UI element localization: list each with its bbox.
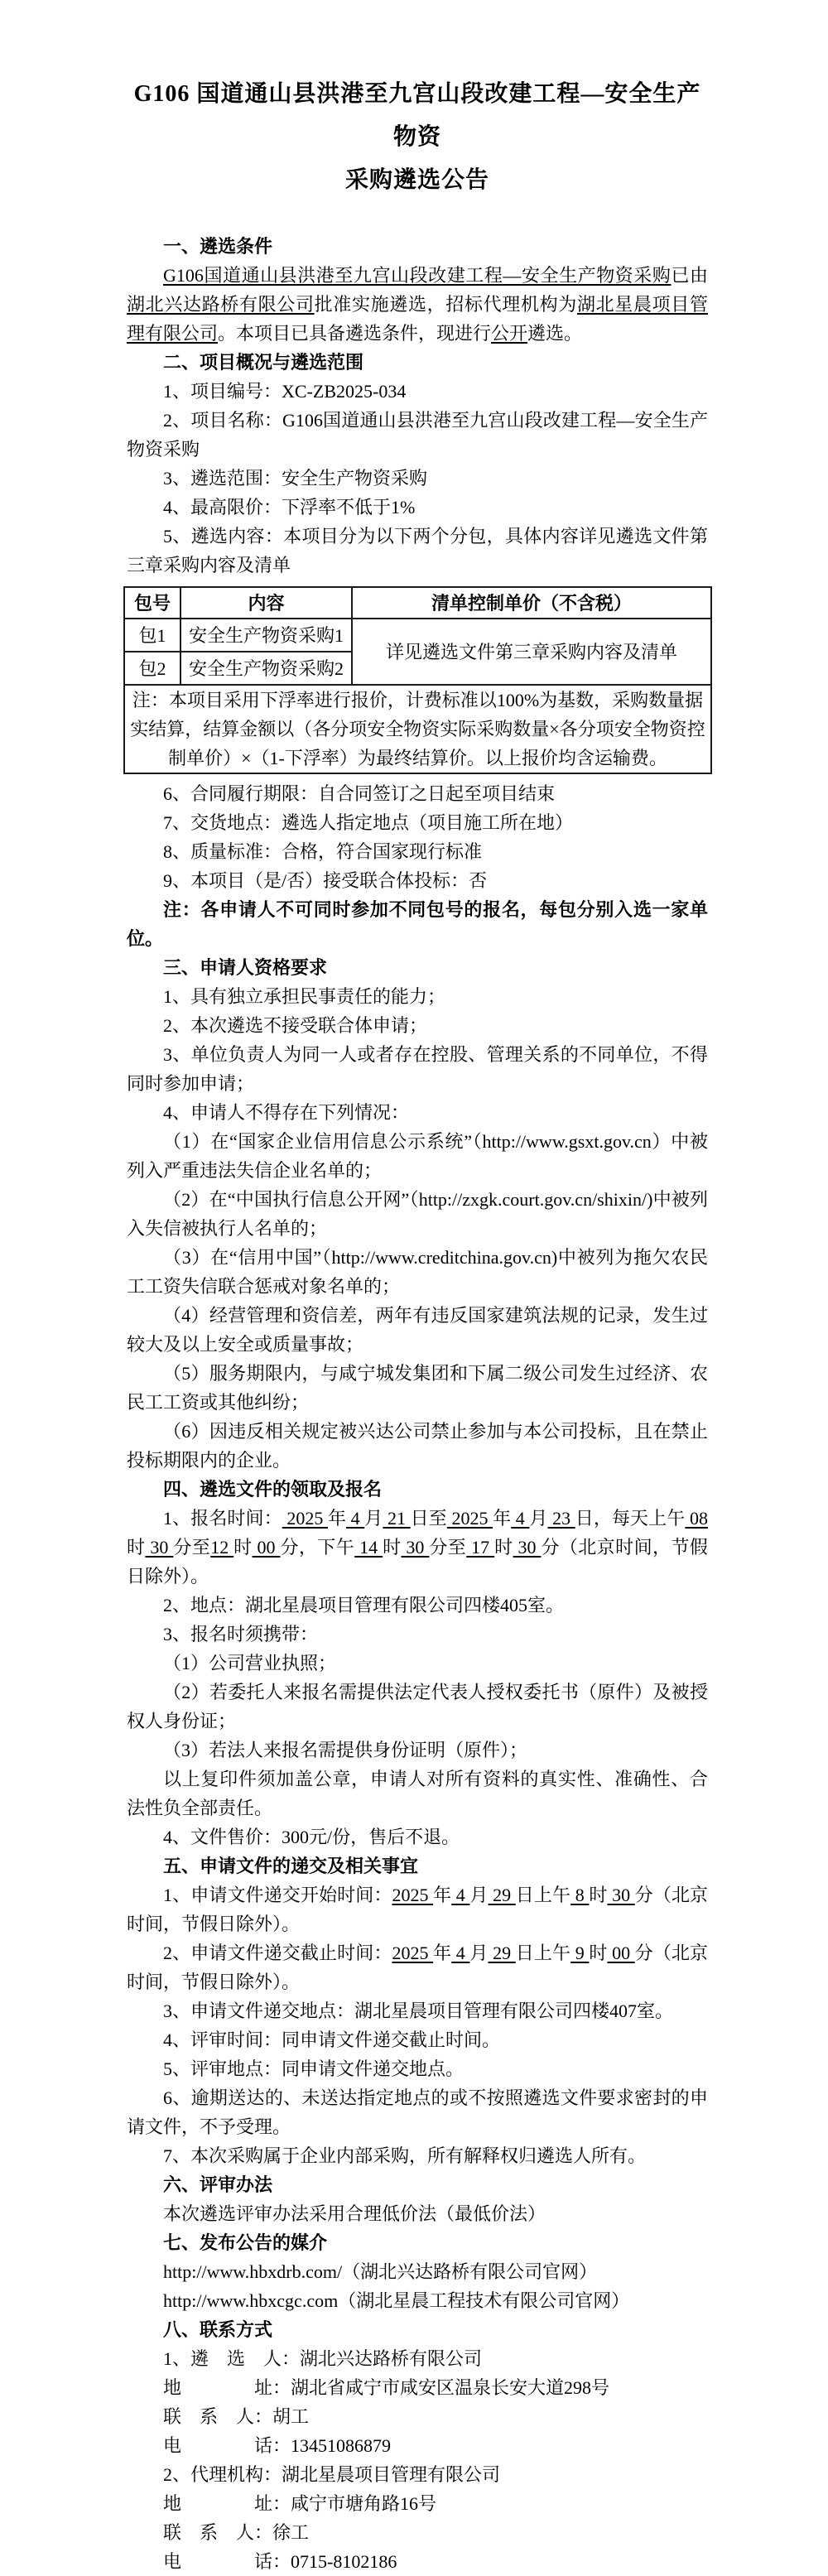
underlined-text: 4 [346,1508,365,1529]
paragraph [127,493,708,522]
text-run: 日上午 [515,1943,571,1963]
text-run: 5、遴选内容：本项目分为以下两个分包，具体内容详见遴选文件第三章采购内容及清单 [127,526,708,575]
table-note-cell: 注：本项目采用下浮率进行报价，计费标准以100%为基数，采购数量据实结算，结算金额以（各分项安全物资实际采购数量×各分项安全物资控制单价）×（1-下浮率）为最终结算价。以上报价均含运输费。 [124,685,711,773]
text-run: 七、发布公告的媒介 [163,2232,328,2253]
underlined-text: 8 [570,1885,590,1905]
text-run: 9、本项目（是/否）接受联合体投标：否 [163,870,488,891]
text-run: （2）若委托人来报名需提供法定代表人授权委托书（原件）及被授权人身份证； [127,1682,708,1731]
section-heading [127,1475,708,1504]
table-cell: 包1 [124,619,181,652]
text-run: 3、申请文件递交地点：湖北星晨项目管理有限公司四楼407室。 [163,2001,674,2021]
underlined-text: 湖北兴达路桥有限公司 [127,294,315,315]
section-heading [127,2315,708,2344]
underlined-text: 30 [513,1537,542,1558]
text-run: 地 址：咸宁市塘角路16号 [163,2493,437,2514]
paragraph [127,2489,708,2518]
text-run: 6、逾期送达的、未送达指定地点的或不按照遴选文件要求密封的申请文件，不予受理。 [127,2087,708,2137]
underlined-text: 17 [466,1537,495,1558]
underlined-text: 公开 [491,323,528,344]
text-run: 联 系 人：徐工 [163,2522,310,2543]
paragraph [127,1765,708,1822]
underlined-text: 29 [488,1943,516,1963]
paragraph [127,406,708,464]
text-run: 2、代理机构：湖北星晨项目管理有限公司 [163,2464,501,2485]
text-run: 分至 [429,1537,467,1558]
text-run: （1）公司营业执照； [163,1653,337,1673]
paragraph [127,1504,708,1591]
text-run: 月 [364,1508,383,1529]
underlined-text: 21 [383,1508,411,1529]
paragraph [127,2141,708,2170]
paragraph [127,2025,708,2054]
text-run: 1、申请文件递交开始时间： [163,1885,392,1905]
text-run: 时 [589,1943,608,1963]
underlined-text: 30 [607,1885,635,1905]
text-run: 1、项目编号：XC-ZB2025-034 [163,381,407,402]
text-run: 年 [493,1508,512,1529]
text-run: 6、合同履行期限：自合同签订之日起至项目结束 [163,783,556,804]
text-run: 年 [327,1508,347,1529]
paragraph [127,1938,708,1996]
text-run: http://www.hbxcgc.com（湖北星晨工程技术有限公司官网） [163,2290,630,2311]
underlined-text: 08 [685,1508,708,1529]
text-run: 年 [433,1943,452,1963]
text-run: 时 [494,1537,513,1558]
text-run: 遴选。 [527,323,583,344]
underlined-text: G106国道通山县洪港至九宫山段改建工程—安全生产物资采购 [163,265,672,286]
paragraph [127,1359,708,1417]
paragraph [127,1822,708,1851]
section-heading [127,232,708,261]
text-run: 八、联系方式 [163,2319,273,2340]
text-run: 联 系 人：胡工 [163,2406,310,2427]
text-run: 时 [383,1537,402,1558]
table-cell: 安全生产物资采购1 [181,619,352,652]
paragraph [127,464,708,493]
paragraph [127,2199,708,2228]
underlined-text: 2025 [392,1885,434,1905]
paragraph [127,1649,708,1678]
paragraph [127,1243,708,1301]
text-run: 1、报名时间： [163,1508,282,1529]
section-heading [127,2170,708,2199]
text-run: （5）服务期限内，与咸宁城发集团和下属二级公司发生过经济、农民工工资或其他纠纷； [127,1363,708,1413]
underlined-text: 2025 [392,1943,434,1963]
underlined-text: 4 [511,1508,530,1529]
paragraph [127,866,708,895]
text-run: 2、地点：湖北星晨项目管理有限公司四楼405室。 [163,1595,565,1615]
document-body [127,232,708,2576]
text-run: 日上午 [515,1885,571,1905]
text-run: 本次遴选评审办法采用合理低价法（最低价法） [163,2203,546,2224]
paragraph [127,1678,708,1736]
text-run: 5、评审地点：同申请文件递交地点。 [163,2058,465,2079]
text-run: 7、本次采购属于企业内部采购，所有解释权归遴选人所有。 [163,2145,647,2166]
text-run: 已由 [671,265,708,286]
paragraph [127,2518,708,2547]
paragraph [127,1996,708,2025]
paragraph [127,2054,708,2083]
paragraph [127,1620,708,1649]
text-run: 分，下午 [280,1537,355,1558]
text-run: 月 [469,1943,489,1963]
text-run: 分（北京时间，节假日除外）。 [127,1537,708,1587]
text-run: 二、项目概况与遴选范围 [163,352,364,373]
section-heading [127,1851,708,1880]
text-run: 分（北京时间，节假日除外）。 [127,1943,709,1992]
text-run: 。本项目已具备遴选条件，现进行 [218,323,492,344]
paragraph [127,2257,708,2286]
paragraph [127,2431,708,2460]
text-run: 批准实施遴选，招标代理机构为 [314,294,577,315]
text-run: 月 [469,1885,489,1905]
text-run: 2、申请文件递交截止时间： [163,1943,392,1963]
text-run: 4、评审时间：同申请文件递交截止时间。 [163,2030,501,2050]
text-run: 月 [529,1508,548,1529]
text-run: 年 [433,1885,452,1905]
text-run: （2）在“中国执行信息公开网”（http://zxgk.court.gov.cn/shixin/)中被列入失信被执行人名单的； [127,1189,708,1239]
section-heading [127,953,708,982]
paragraph [127,779,708,808]
page-title [127,73,708,202]
text-run: 三、申请人资格要求 [163,957,328,978]
section-heading [127,2228,708,2257]
paragraph [127,2286,708,2315]
text-run: 时 [589,1885,608,1905]
paragraph [127,522,708,580]
paragraph [127,837,708,866]
text-run: 3、单位负责人为同一人或者存在控股、管理关系的不同单位，不得同时参加申请； [127,1044,708,1094]
underlined-text: 00 [252,1537,281,1558]
text-run: （4）经营管理和资信差，两年有违反国家建筑法规的记录，发生过较大及以上安全或质量事故； [127,1305,708,1355]
paragraph [127,1880,708,1938]
section-heading [127,348,708,377]
text-run: 日，每天上午 [575,1508,686,1529]
paragraph [127,2344,708,2373]
paragraph [127,1185,708,1243]
text-run: 注：各申请人不可同时参加不同包号的报名，每包分别入选一家单位。 [127,899,708,949]
table-cell: 安全生产物资采购2 [181,652,352,685]
paragraph [127,895,708,953]
paragraph [127,2547,708,2576]
paragraph [127,1011,708,1040]
text-run: 2、项目名称：G106国道通山县洪港至九宫山段改建工程—安全生产物资采购 [127,410,708,460]
underlined-text: 2025 [282,1508,328,1529]
text-run: 四、遴选文件的领取及报名 [163,1479,383,1500]
text-run: （6）因违反相关规定被兴达公司禁止参加与本公司投标，且在禁止投标期限内的企业。 [127,1421,708,1471]
text-run: 1、具有独立承担民事责任的能力； [163,986,446,1007]
text-run: 8、质量标准：合格，符合国家现行标准 [163,841,483,862]
text-run: （3）若法人来报名需提供身份证明（原件）； [163,1740,528,1760]
text-run: （1）在“国家企业信用信息公示系统”（http://www.gsxt.gov.cn）中被列入严重违法失信企业名单的； [127,1131,708,1181]
underlined-text: 23 [547,1508,575,1529]
underlined-text: 4 [451,1943,470,1963]
text-run: 以上复印件须加盖公章，申请人对所有资料的真实性、准确性、合法性负全部责任。 [127,1769,708,1818]
text-run: 1、遴 选 人：湖北兴达路桥有限公司 [163,2348,483,2369]
table-header-cell: 内容 [181,587,352,619]
underlined-text: 29 [488,1885,516,1905]
paragraph [127,377,708,406]
underlined-text: 30 [145,1537,174,1558]
text-run: 3、报名时须携带： [163,1624,319,1644]
procurement-packages-table [123,586,712,774]
underlined-text: 湖北星晨项目管理有限公司 [127,294,708,344]
text-run: 4、申请人不得存在下列情况： [163,1102,410,1123]
text-run: 4、文件售价：300元/份，售后不退。 [163,1827,460,1847]
underlined-text: 4 [451,1885,470,1905]
underlined-text: 12 [210,1537,234,1558]
underlined-text: 9 [570,1943,590,1963]
table-header-cell: 包号 [124,587,181,619]
text-run: 2、本次遴选不接受联合体申请； [163,1015,428,1036]
table-cell: 包2 [124,652,181,685]
paragraph [127,2460,708,2489]
text-run: （3）在“信用中国”（http://www.creditchina.gov.cn)中被列为拖欠农民工工资失信联合惩戒对象名单的； [127,1247,708,1297]
text-run: 一、遴选条件 [163,236,273,257]
paragraph [127,1127,708,1185]
table-header-cell: 清单控制单价（不含税） [352,587,711,619]
page-title-line2: 采购遴选公告 [344,167,489,193]
text-run: 时 [233,1537,253,1558]
text-run: 分至 [173,1537,211,1558]
text-run: 3、遴选范围：安全生产物资采购 [163,468,428,489]
text-run: 分（北京时间，节假日除外）。 [127,1885,709,1934]
text-run: 六、评审办法 [163,2174,273,2195]
text-run: 电 话：13451086879 [163,2435,392,2456]
paragraph [127,808,708,837]
paragraph [127,1591,708,1620]
underlined-text: 30 [401,1537,430,1558]
paragraph [127,261,708,348]
paragraph [127,2402,708,2431]
text-run: 日至 [410,1508,447,1529]
underlined-text: 00 [607,1943,635,1963]
text-run: 4、最高限价：下浮率不低于1% [163,497,416,518]
paragraph [127,982,708,1011]
paragraph [127,2083,708,2141]
paragraph [127,1098,708,1127]
text-run: http://www.hbxdrb.com/（湖北兴达路桥有限公司官网） [163,2261,598,2282]
paragraph [127,1736,708,1765]
paragraph [127,1040,708,1098]
paragraph [127,1417,708,1475]
text-run: 地 址：湖北省咸宁市咸安区温泉长安大道298号 [163,2377,610,2398]
text-run: 电 话：0715-8102186 [163,2551,397,2572]
paragraph [127,2373,708,2402]
page-title-line1: G106 国道通山县洪港至九宫山段改建工程—安全生产物资 [133,81,701,150]
underlined-text: 2025 [446,1508,493,1529]
text-run: 7、交货地点：遴选人指定地点（项目施工所在地） [163,812,574,833]
paragraph [127,1301,708,1359]
underlined-text: 14 [354,1537,383,1558]
text-run: 五、申请文件的递交及相关事宜 [163,1856,419,1876]
text-run: 时 [127,1537,146,1558]
table-merged-cell: 详见遴选文件第三章采购内容及清单 [352,619,711,685]
